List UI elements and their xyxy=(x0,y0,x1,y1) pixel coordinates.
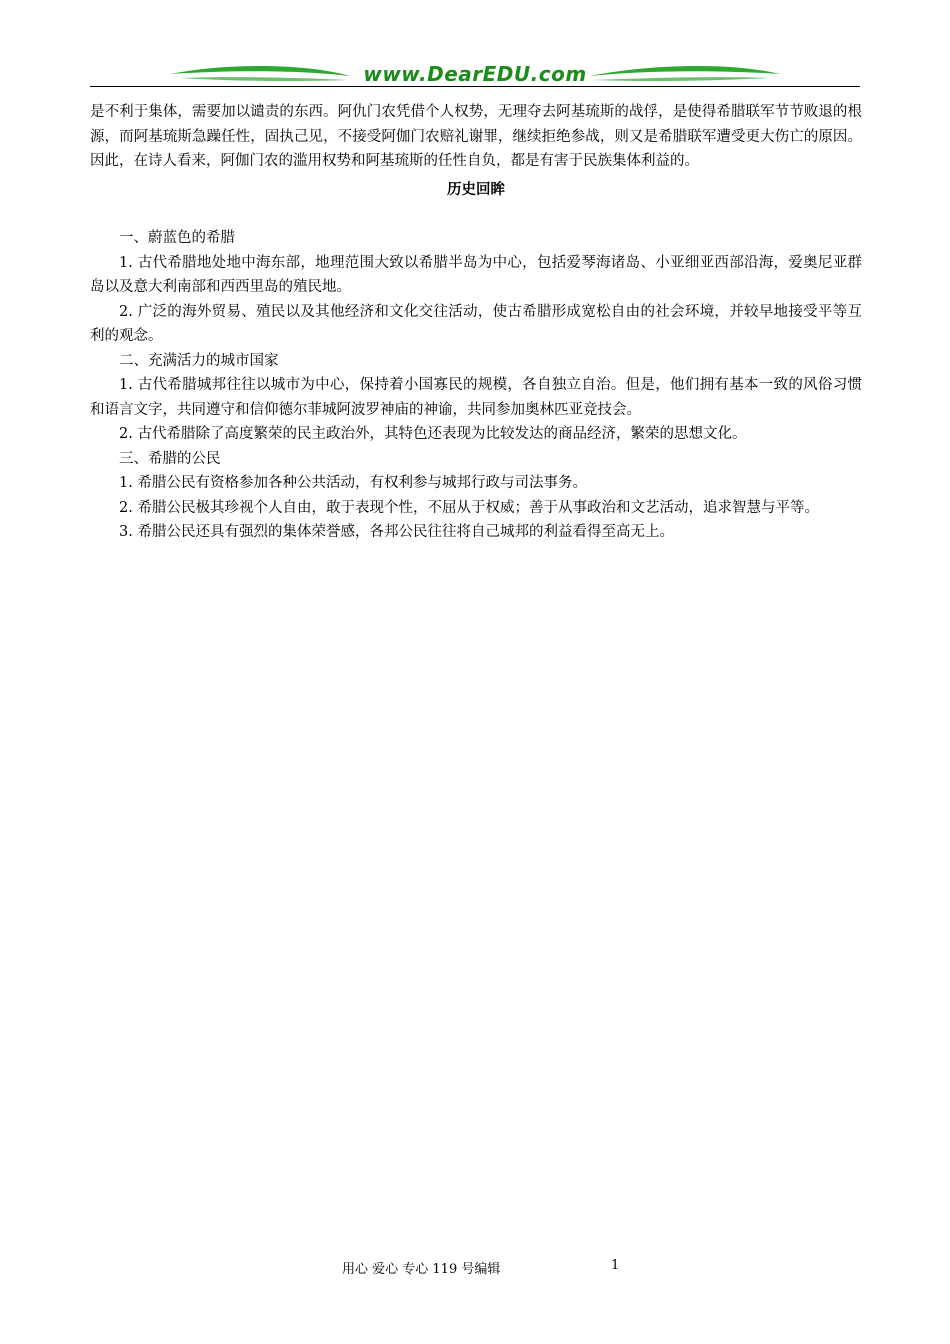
section-title: 历史回眸 xyxy=(447,180,505,198)
page-number: 1 xyxy=(611,1258,620,1273)
paragraph: 2. 古代希腊除了高度繁荣的民主政治外，其特色还表现为比较发达的商品经济，繁荣的思想文化。 xyxy=(119,426,747,442)
paragraph: 2. 广泛的海外贸易、殖民以及其他经济和文化交往活动，使古希腊形成宽松自由的社会环境，并较早地接受平等互利的观念。 xyxy=(90,303,862,344)
heading-2: 二、充满活力的城市国家 xyxy=(119,352,279,369)
header-rule xyxy=(90,86,860,87)
page-header xyxy=(90,58,860,94)
footer-text: 用心 爱心 专心 119 号编辑 xyxy=(342,1262,501,1277)
heading-3: 三、希腊的公民 xyxy=(119,450,221,467)
paragraph: 1. 古代希腊地处地中海东部，地理范围大致以希腊半岛为中心，包括爱琴海诸岛、小亚细亚西部沿海，爱奥尼亚群岛以及意大利南部和西西里岛的殖民地。 xyxy=(90,254,862,295)
paragraph: 1. 古代希腊城邦往往以城市为中心，保持着小国寡民的规模，各自独立自治。但是，他们拥有基本一致的风俗习惯和语言文字，共同遵守和信仰德尔菲城阿波罗神庙的神谕，共同参加奥林匹亚竞技会。 xyxy=(90,377,862,418)
heading-1: 一、蔚蓝色的希腊 xyxy=(119,230,235,246)
paragraph: 3. 希腊公民还具有强烈的集体荣誉感，各邦公民往往将自己城邦的利益看得至高无上。 xyxy=(119,524,674,540)
document-body xyxy=(90,100,862,545)
intro-paragraph: 是不利于集体，需要加以谴责的东西。阿仇门农凭借个人权势，无理夺去阿基琉斯的战俘，是使得希腊联军节节败退的根源，而阿基琉斯急躁任性，固执己见，不接受阿伽门农赔礼谢罪，继续拒绝参战，则又是希腊联军遭受更大伤亡的原因。因此，在诗人看来，阿伽门农的滥用权势和阿基琉斯的任性自负，都是有害于民族集体利益的。 xyxy=(90,104,862,169)
paragraph: 2. 希腊公民极其珍视个人自由，敢于表现个性，不屈从于权威；善于从事政治和文艺活动，追求智慧与平等。 xyxy=(119,499,819,516)
paragraph: 1. 希腊公民有资格参加各种公共活动，有权利参与城邦行政与司法事务。 xyxy=(119,475,587,491)
site-brand: www.DearEDU.com xyxy=(363,62,587,86)
